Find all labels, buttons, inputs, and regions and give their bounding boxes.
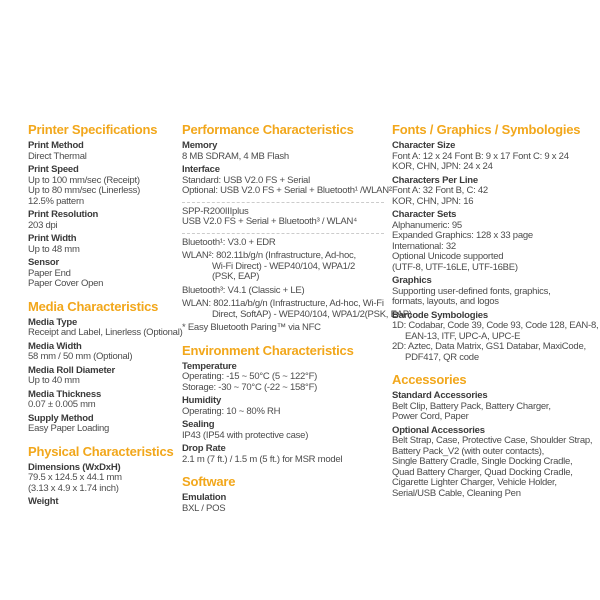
spec-item-sealing [182, 420, 384, 441]
spec-value-line: Power Cord, Paper [392, 411, 469, 422]
spec-value-line: International: 32 [392, 240, 456, 252]
spec-text-block [182, 207, 384, 228]
spec-item-memory [182, 141, 384, 162]
spec-value-line: Quad Battery Charger, Quad Docking Cradle, [392, 466, 573, 478]
spec-value-line: Supporting user-defined fonts, graphics, [392, 285, 551, 297]
section-accessories [392, 372, 592, 499]
spec-label: Media Thickness [28, 388, 102, 400]
spec-value-line: Cigarette Lighter Charger, Vehicle Holder, [392, 477, 557, 488]
spec-label: Media Roll Diameter [28, 364, 116, 376]
spec-label: Characters Per Line [392, 174, 478, 186]
spec-item-dimensions-wxdxh [28, 463, 178, 495]
spec-label: Drop Rate [182, 443, 226, 454]
spec-value-line: Optional: USB V2.0 FS + Serial + Bluetooth¹ /WLAN² [182, 185, 392, 196]
spec-label: Weight [28, 496, 59, 507]
spec-label: Graphics [392, 275, 432, 286]
spec-label: Temperature [182, 360, 237, 372]
spec-label: Humidity [182, 395, 222, 406]
spec-item-media-type [28, 316, 183, 339]
spec-value-line: Bluetooth³: V4.1 (Classic + LE) [182, 284, 305, 296]
spec-value-line: Standard: USB V2.0 FS + Serial [182, 174, 310, 186]
spec-value-line: EAN-13, ITF, UPC-A, UPC-E [405, 330, 521, 342]
section-software [182, 474, 384, 514]
spec-item-barcode-symbologies [392, 309, 599, 364]
dashed-divider [182, 202, 384, 203]
spec-value-line: Font A: 12 x 24 Font B: 9 x 17 Font C: 9 x 24 [392, 150, 569, 162]
spec-item-optional-accessories [392, 426, 592, 500]
spec-value-line: Storage: -30 ~ 70°C (-22 ~ 158°F) [182, 381, 318, 393]
spec-label: Barcode Symbologies [392, 309, 488, 321]
spec-label: Standard Accessories [392, 390, 488, 401]
spec-value-line: (PSK, EAP) [212, 271, 260, 282]
spec-item-print-width [28, 234, 178, 255]
spec-value-line: Bluetooth¹: V3.0 + EDR [182, 236, 276, 248]
spec-item-drop-rate [182, 444, 384, 465]
spec-label: Print Method [28, 140, 84, 151]
spec-value-line: KOR, CHN, JPN: 24 x 24 [392, 161, 493, 172]
spec-item-media-thickness [28, 390, 178, 411]
spec-value-line: Battery Pack_V2 (with outer contacts), [392, 445, 545, 457]
spec-label: Character Sets [392, 209, 457, 220]
spec-label: Sensor [28, 257, 60, 268]
section-heading: Physical Characteristics [28, 443, 174, 459]
spec-value-line: SPP-R200IIIplus [182, 205, 249, 217]
spec-text-block [182, 251, 384, 283]
spec-value-line: Operating: 10 ~ 80% RH [182, 405, 281, 417]
spec-value-line: Easy Paper Loading [28, 423, 110, 434]
spec-value-line: BXL / POS [182, 502, 226, 514]
section-heading: Environment Characteristics [182, 342, 354, 358]
spec-label: Interface [182, 164, 220, 175]
spec-label: Sealing [182, 419, 215, 430]
section-heading: Performance Characteristics [182, 122, 354, 137]
spec-item-standard-accessories [392, 391, 592, 423]
spec-label: Print Width [28, 233, 77, 244]
spec-value-line: Up to 40 mm [28, 375, 80, 386]
spec-value-line: Up to 100 mm/sec (Receipt) [28, 174, 140, 186]
spec-value-line: Up to 48 mm [28, 243, 80, 255]
spec-item-character-size [392, 141, 592, 173]
spec-label: Memory [182, 140, 218, 151]
spec-item-interface [182, 164, 392, 197]
spec-value-line: formats, layouts, and logos [392, 296, 499, 307]
section-printer-specifications [28, 122, 178, 290]
spec-label: Print Resolution [28, 209, 99, 220]
spec-value-line: Wi-Fi Direct) - WEP40/104, WPA1/2 [212, 260, 356, 272]
spec-item-character-sets [392, 210, 592, 273]
spec-text-block [182, 238, 384, 249]
spec-value-line: Operating: -15 ~ 50°C (5 ~ 122°F) [182, 371, 318, 382]
spec-value-line: 12.5% pattern [28, 195, 84, 207]
spec-item-print-resolution [28, 210, 178, 231]
spec-label: Character Size [392, 140, 456, 151]
spec-item-emulation [182, 493, 384, 514]
spec-value-line: Direct Thermal [28, 150, 87, 162]
spec-item-graphics [392, 276, 592, 308]
spec-value-line: 203 dpi [28, 219, 58, 231]
spec-value-line: 2.1 m (7 ft.) / 1.5 m (5 ft.) for MSR model [182, 453, 343, 465]
spec-item-supply-method [28, 414, 178, 435]
section-heading: Media Characteristics [28, 298, 159, 314]
spec-value-line: Belt Clip, Battery Pack, Battery Charger, [392, 400, 551, 412]
spec-value-line: Receipt and Label, Linerless (Optional) [28, 327, 183, 338]
spec-item-print-speed [28, 165, 178, 207]
spec-value-line: IP43 (IP54 with protective case) [182, 429, 309, 441]
spec-label: Media Type [28, 316, 78, 328]
spec-value-line: Paper Cover Open [28, 278, 104, 289]
spec-item-print-method [28, 141, 178, 162]
spec-value-line: Paper End [28, 267, 71, 279]
spec-value-line: 8 MB SDRAM, 4 MB Flash [182, 150, 289, 162]
spec-item-temperature [182, 362, 384, 394]
spec-text-block [182, 286, 384, 297]
spec-value-line: * Easy Bluetooth Paring™ via NFC [182, 322, 321, 333]
spec-value-line: USB V2.0 FS + Serial + Bluetooth³ / WLAN⁴ [182, 216, 357, 227]
spec-value-line: Font A: 32 Font B, C: 42 [392, 185, 488, 196]
spec-label: Optional Accessories [392, 424, 485, 436]
spec-value-line: Direct, SoftAP) - WEP40/104, WPA1/2(PSK, EAP) [212, 308, 412, 320]
spec-value-line: Serial/USB Cable, Cleaning Pen [392, 487, 521, 499]
spec-column-left [28, 122, 183, 508]
spec-label: Emulation [182, 492, 227, 503]
spec-item-characters-per-line [392, 176, 592, 208]
spec-item-sensor [28, 258, 178, 290]
spec-label: Dimensions (WxDxH) [28, 461, 121, 473]
section-heading: Printer Specifications [28, 122, 158, 137]
spec-value-line: PDF417, QR code [405, 351, 479, 363]
spec-label: Media Width [28, 340, 82, 352]
spec-value-line: KOR, CHN, JPN: 16 [392, 195, 474, 207]
spec-item-weight [28, 497, 178, 508]
spec-value-line: Belt Strap, Case, Protective Case, Shoulder Strap, [392, 435, 593, 446]
dashed-divider [182, 233, 384, 234]
spec-value-line: 1D: Codabar, Code 39, Code 93, Code 128, EAN-8, [392, 320, 599, 331]
spec-item-media-roll-diameter [28, 366, 178, 387]
section-media-characteristics [28, 298, 183, 435]
spec-value-line: 2D: Aztec, Data Matrix, GS1 Databar, MaxiCode, [392, 341, 586, 352]
spec-text-block [182, 298, 412, 320]
spec-item-media-width [28, 342, 178, 363]
spec-value-line: Single Battery Cradle, Single Docking Cradle, [392, 456, 573, 467]
spec-value-line: 58 mm / 50 mm (Optional) [28, 351, 133, 362]
section-fonts-graphics-symbologies [392, 122, 599, 363]
spec-value-line: Up to 80 mm/sec (Linerless) [28, 185, 141, 196]
spec-item-humidity [182, 396, 384, 417]
spec-value-line: (UTF-8, UTF-16LE, UTF-16BE) [392, 261, 518, 273]
section-heading: Accessories [392, 372, 467, 387]
spec-value-line: WLAN: 802.11a/b/g/n (Infrastructure, Ad-hoc, Wi-Fi [182, 298, 384, 309]
spec-column-right [392, 122, 599, 499]
spec-value-line: WLAN²: 802.11b/g/n (Infrastructure, Ad-hoc, [182, 250, 356, 261]
section-heading: Fonts / Graphics / Symbologies [392, 122, 581, 137]
spec-value-line: 0.07 ± 0.005 mm [28, 399, 96, 410]
spec-value-line: (3.13 x 4.9 x 1.74 inch) [28, 482, 119, 494]
section-heading: Software [182, 474, 236, 489]
spec-value-line: Expanded Graphics: 128 x 33 page [392, 230, 533, 241]
spec-value-line: 79.5 x 124.5 x 44.1 mm [28, 472, 122, 483]
section-environment-characteristics [182, 343, 384, 466]
spec-text-block [182, 323, 384, 334]
spec-label: Supply Method [28, 412, 94, 424]
spec-value-line: Alphanumeric: 95 [392, 219, 462, 231]
spec-label: Print Speed [28, 164, 79, 175]
section-physical-characteristics [28, 444, 178, 508]
spec-value-line: Optional Unicode supported [392, 251, 504, 262]
